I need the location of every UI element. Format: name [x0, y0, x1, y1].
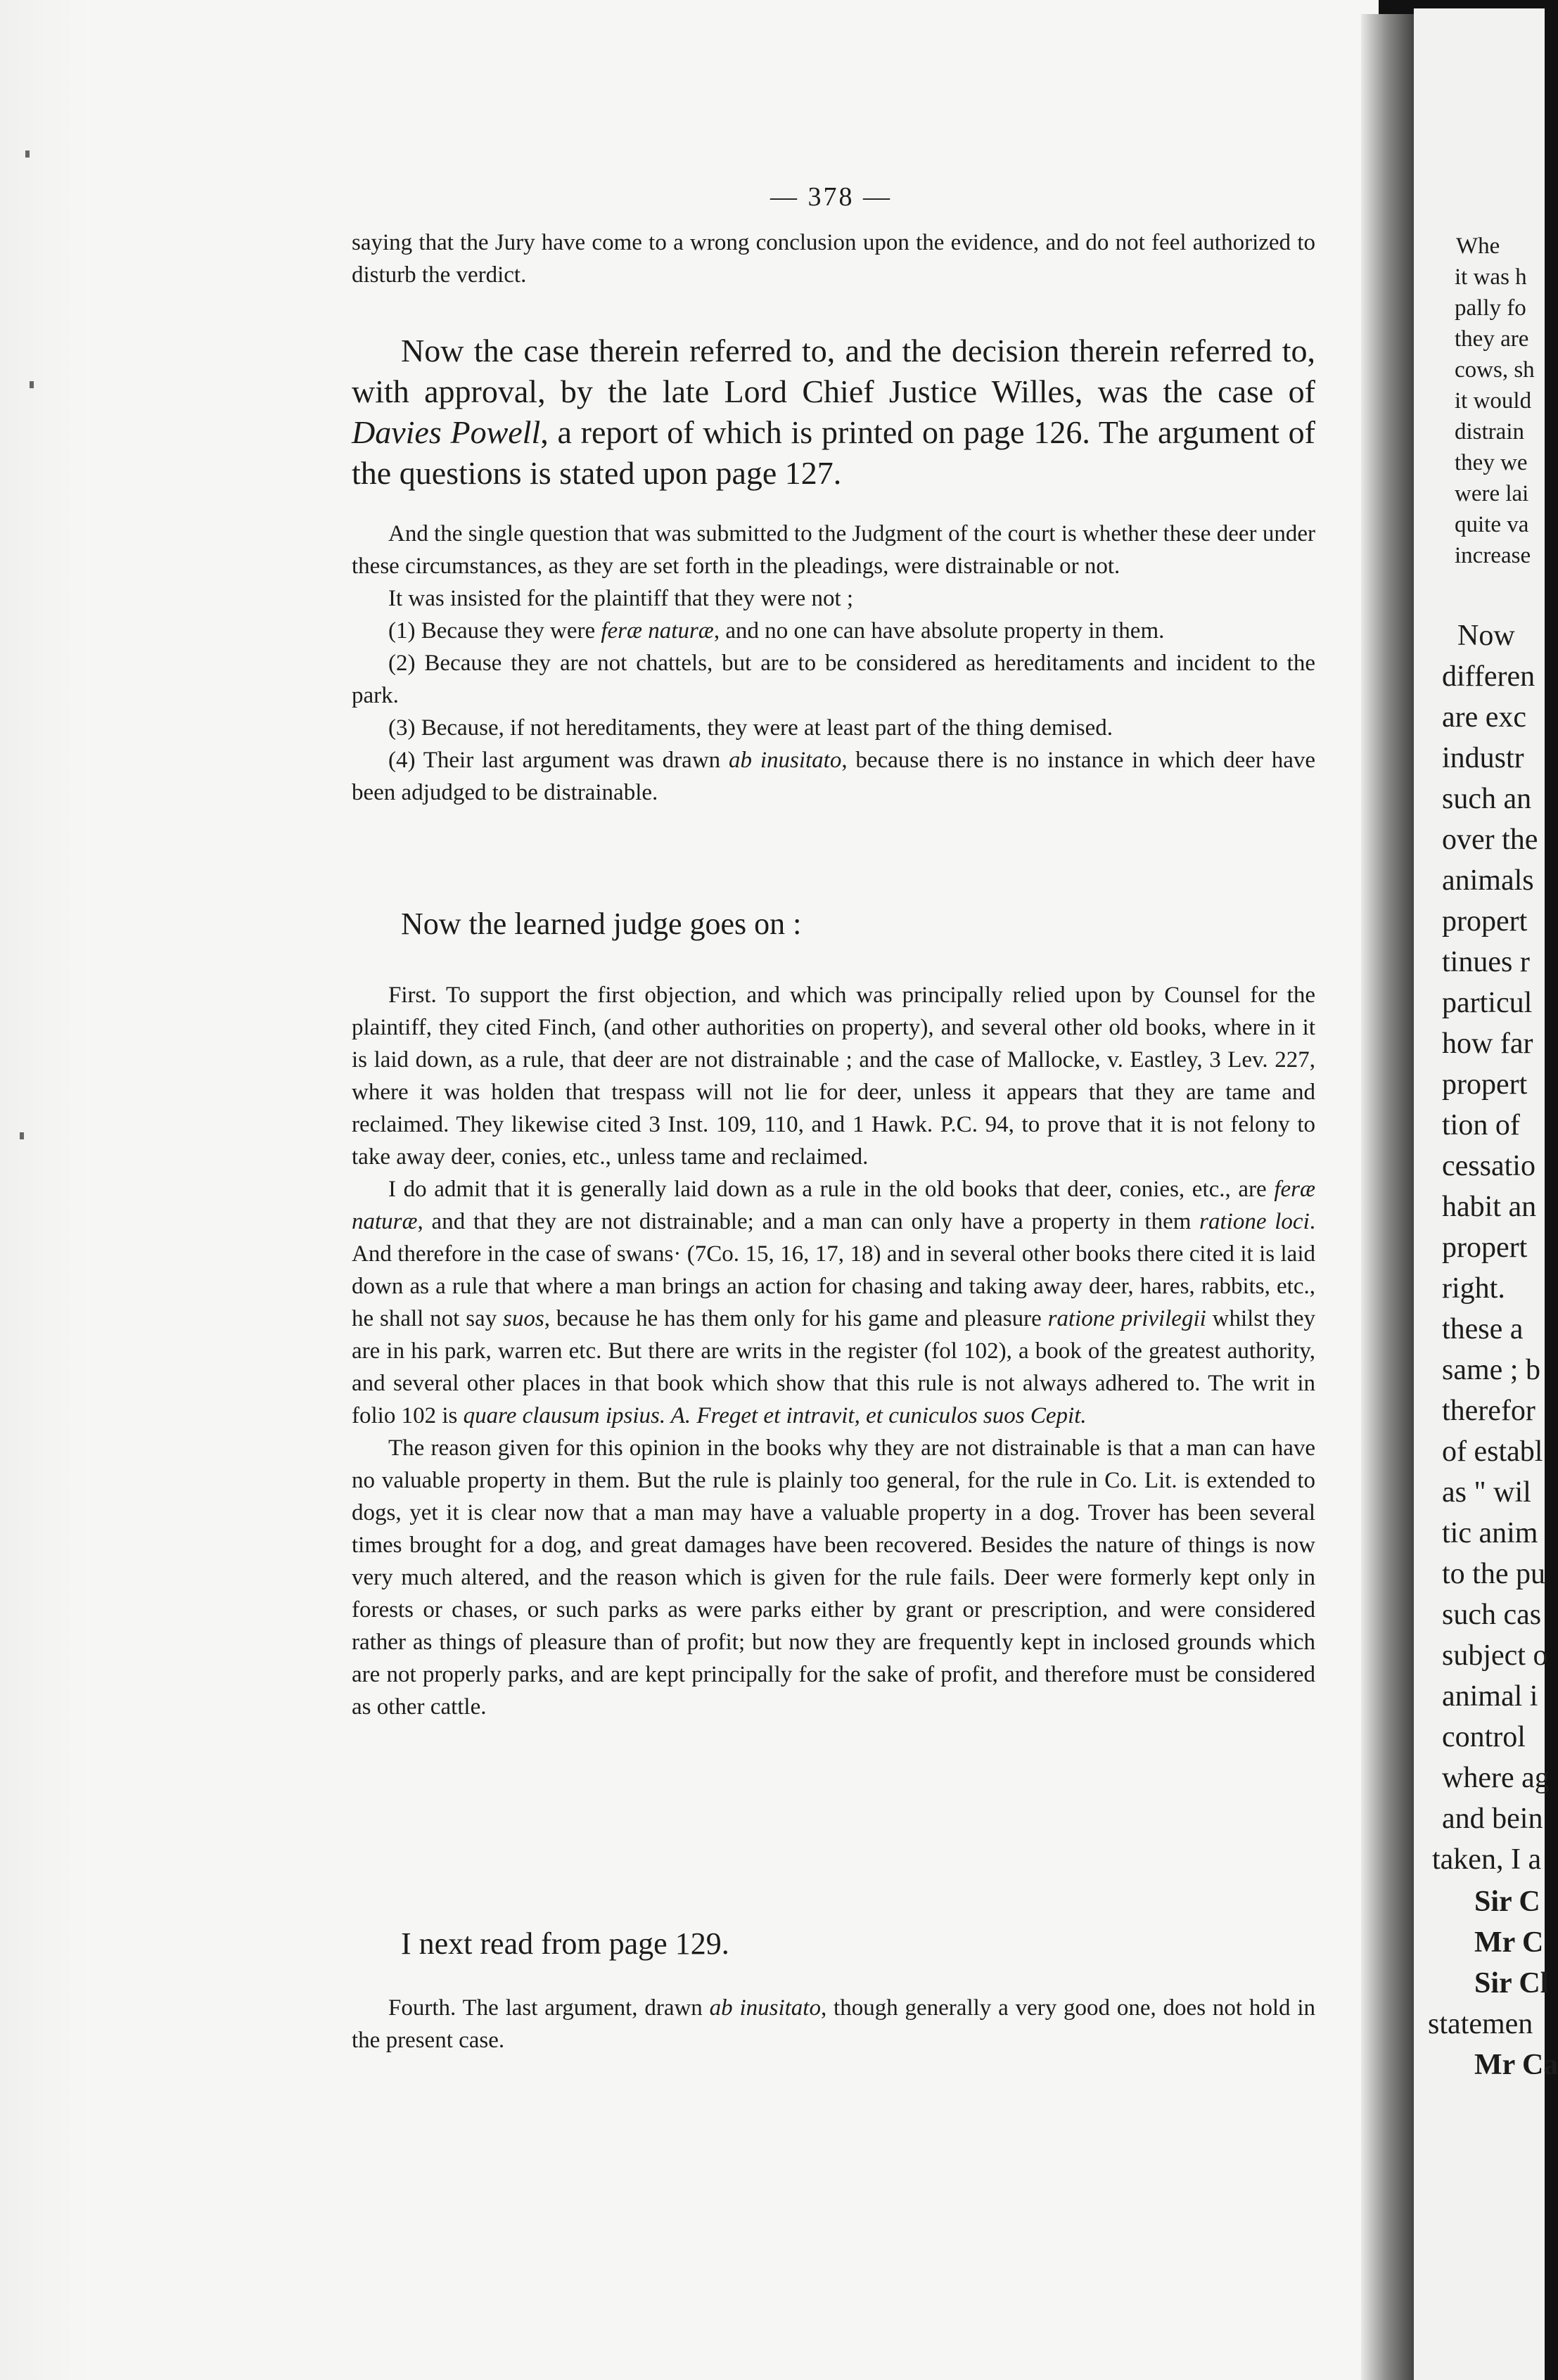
facing-line: pally fo — [1455, 295, 1526, 321]
facing-line: statemen — [1428, 2008, 1533, 2040]
facing-line: subject o — [1442, 1639, 1548, 1672]
facing-page — [1414, 8, 1558, 2380]
facing-line: over the — [1442, 824, 1538, 856]
judgment-admit — [352, 1173, 1315, 1432]
facing-line: particul — [1442, 987, 1533, 1019]
reason-4-italic: ab inusitato — [728, 748, 842, 773]
reason-3: (3) Because, if not hereditaments, they were at least part of the thing demised. — [388, 715, 1113, 741]
reason-1 — [352, 615, 1315, 647]
facing-line: these a — [1442, 1313, 1524, 1345]
facing-line: of establ — [1442, 1435, 1543, 1468]
facing-line: it would — [1455, 388, 1532, 414]
case-text-a: Now the case therein referred to, and the decision therein referred to, with approval, by the late Lord Chief Justice Willes, was the case of — [352, 333, 1315, 409]
facing-line: right. — [1442, 1272, 1505, 1305]
book-gutter — [1361, 14, 1417, 2380]
facing-line: tion of — [1442, 1109, 1520, 1141]
opening-paragraph — [352, 226, 1315, 291]
fourth-paragraph — [352, 1992, 1315, 2056]
facing-line: such an — [1442, 783, 1532, 815]
admit-italic-4: ratione privilegii — [1047, 1306, 1206, 1331]
reason-4 — [352, 744, 1315, 809]
admit-italic-1: feræ naturæ — [352, 1177, 1315, 1234]
facing-line: therefor — [1442, 1395, 1535, 1427]
facing-line: propert — [1442, 905, 1528, 938]
judgment-first: First. To support the first objection, and which was principally relied upon by Counsel for the plaintiff, they cited Finch, (and other authorities on property), and several other old books, where in it is laid down, as a rule, that deer are not distrainable ; and the case of Mallocke, v. Eastley, 3 Lev. 227, where it was holden that trespass will not lie for deer, unless it appears that they are tame and reclaimed. They likewise cited 3 Inst. 109, 110, and 1 Hawk. P.C. 94, to prove that it is not felony to take away deer, conies, etc., unless tame and reclaimed. — [352, 983, 1315, 1170]
facing-line: as " wil — [1442, 1476, 1531, 1509]
facing-line: Mr C — [1474, 1926, 1544, 1959]
fourth-a: Fourth. The last argument, drawn — [388, 1995, 710, 2021]
case-text — [352, 331, 1315, 494]
reason-1-italic: feræ naturæ — [601, 618, 714, 644]
admit-italic-2: ratione loci — [1199, 1209, 1310, 1234]
facing-line: distrain — [1455, 419, 1524, 444]
facing-line: differen — [1442, 660, 1535, 693]
scan-speck — [20, 1132, 24, 1139]
facing-line: habit an — [1442, 1191, 1537, 1223]
fourth-italic: ab inusitato — [709, 1995, 821, 2021]
opening-text: saying that the Jury have come to a wrong conclusion upon the evidence, and do not feel authorized to disturb the verdict. — [352, 230, 1315, 288]
facing-line: where ag — [1442, 1762, 1550, 1794]
facing-line: Sir Cl — [1474, 1967, 1549, 2000]
admit-italic-5: quare clausum ipsius. A. Freget et intravit, et cuniculos suos Cepit. — [463, 1403, 1087, 1428]
reason-1-a: (1) Because they were — [388, 618, 601, 644]
page-number: — 378 — — [770, 182, 892, 212]
facing-line: such cas — [1442, 1599, 1542, 1631]
admit-b: , and that they are not distrainable; and a man can only have a property in them — [417, 1209, 1200, 1234]
scan-speck — [25, 151, 30, 158]
admit-d: , because he has them only for his game and pleasure — [544, 1306, 1048, 1331]
facing-line: to the pu — [1442, 1558, 1545, 1590]
heading-next: I next read from page 129. — [401, 1926, 729, 1961]
facing-line: propert — [1442, 1231, 1528, 1264]
fourth-text — [352, 1992, 1315, 2056]
case-paragraph — [352, 331, 1315, 494]
reason-2: (2) Because they are not chattels, but are to be considered as hereditaments and incident to the park. — [352, 651, 1315, 708]
admit-italic-3: suos — [503, 1306, 544, 1331]
scan-speck — [30, 381, 34, 388]
page-margin — [0, 0, 91, 2380]
facing-line: Whe — [1456, 233, 1500, 259]
judgment-reason: The reason given for this opinion in the books why they are not distrainable is that a man can have no valuable property in them. But the rule is plainly too general, for the rule in Co. Lit. is extended to dogs, yet it is clear now that a man may have a valuable property in a dog. Trover has been several times brought for a dog, and great damages have been recovered. Besides the nature of things is now very much altered, and the reason which is given for the rule fails. Deer were formerly kept only in forests or chases, or such parks as were parks either by grant or prescription, and were considered rather as things of pleasure than of profit; but now they are frequently kept in inclosed grounds which are not properly parks, and are kept principally for the sake of profit, and therefore must be considered as other cattle. — [352, 1435, 1315, 1720]
facing-line: increase — [1455, 543, 1531, 568]
heading-judge: Now the learned judge goes on : — [401, 907, 802, 941]
facing-line: control — [1442, 1721, 1526, 1753]
admit-c: . And therefore in the case of swans· (7Co. 15, 16, 17, 18) and in several other books there cited it is laid down as a rule that where a man brings an action for chasing and taking away deer, hares, rabbits, etc., he shall not say — [352, 1209, 1315, 1331]
facing-line: same ; b — [1442, 1354, 1540, 1386]
facing-line: animals — [1442, 864, 1534, 897]
fourth-b: , though generally a very good one, does not hold in the present case. — [352, 1995, 1315, 2053]
facing-line: it was h — [1455, 264, 1527, 290]
admit-a: I do admit that it is generally laid down as a rule in the old books that deer, conies, etc., are — [388, 1177, 1275, 1202]
case-name: Davies Powell — [352, 414, 541, 450]
facing-line: industr — [1442, 742, 1524, 774]
judgment-section — [352, 979, 1315, 1723]
facing-line: Now — [1457, 620, 1515, 652]
facing-line: they are — [1455, 326, 1529, 352]
facing-line: Mr Ca — [1474, 2049, 1558, 2081]
question-section — [352, 518, 1315, 809]
facing-line: and bein — [1442, 1803, 1543, 1835]
reason-4-b: , because there is no instance in which deer have been adjudged to be distrainable. — [352, 748, 1315, 805]
facing-line: are exc — [1442, 701, 1527, 734]
reason-4-a: (4) Their last argument was drawn — [388, 748, 729, 773]
facing-line: Sir C — [1474, 1886, 1540, 1918]
facing-line: how far — [1442, 1028, 1533, 1060]
facing-line: tinues r — [1442, 946, 1530, 978]
admit-e: whilst they are in his park, warren etc. But there are writs in the register (fol 102), a book of the greatest authority, and several other places in that book which show that this rule is not always adhered to. The writ in folio 102 is — [352, 1306, 1315, 1428]
facing-line: cows, sh — [1455, 357, 1535, 383]
facing-line: quite va — [1455, 512, 1529, 537]
facing-line: animal i — [1442, 1680, 1538, 1713]
facing-line: were lai — [1455, 481, 1529, 506]
facing-line: tic anim — [1442, 1517, 1538, 1549]
single-question: And the single question that was submitted to the Judgment of the court is whether these deer under these circumstances, as they are set forth in the pleadings, were distrainable or not. — [352, 521, 1315, 579]
facing-line: they we — [1455, 450, 1528, 475]
reason-1-b: , and no one can have absolute property in them. — [713, 618, 1165, 644]
facing-line: taken, I a — [1432, 1843, 1542, 1876]
case-text-b: , a report of which is printed on page 126. The argument of the questions is stated upon page 127. — [352, 414, 1315, 491]
insisted-line: It was insisted for the plaintiff that they were not ; — [388, 586, 854, 611]
facing-line: propert — [1442, 1068, 1528, 1101]
facing-line: cessatio — [1442, 1150, 1535, 1182]
